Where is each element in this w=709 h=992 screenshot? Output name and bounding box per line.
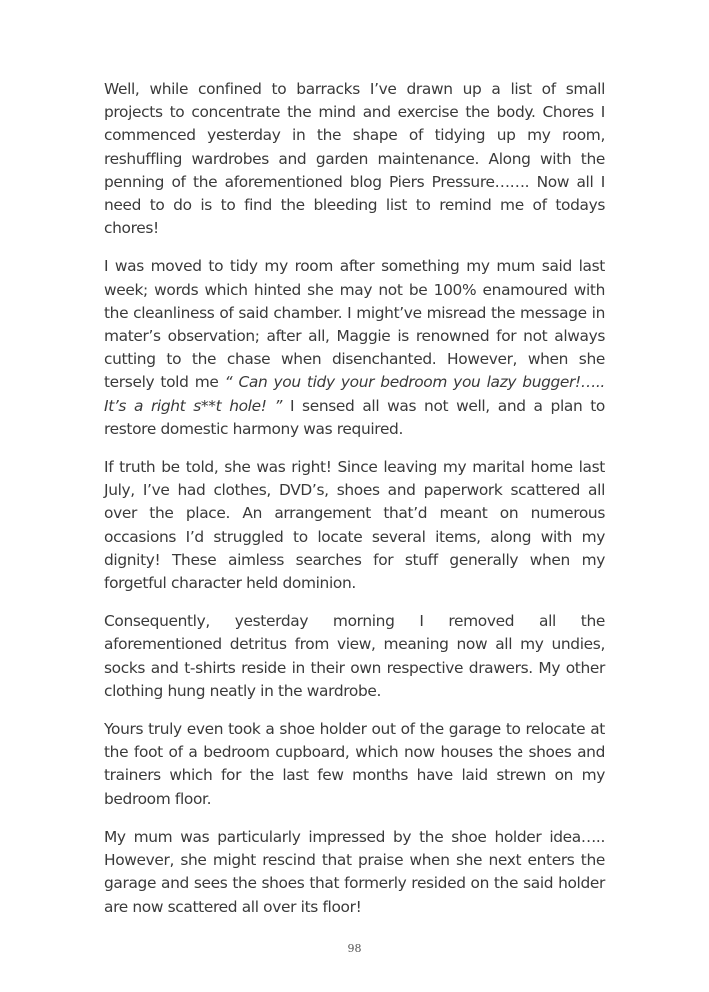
paragraph-3: If truth be told, she was right! Since leaving my marital home last July, I’ve had clothes, DVD’s, shoes and paperwork scattered all over the place. An arrangement that’d meant on numerous occasions I’d struggled to locate several items, along with my dignity! These aimless searches for stuff generally when my forgetful character held dominion.: [104, 458, 605, 593]
page-body: [104, 78, 605, 934]
paragraph-5: Yours truly even took a shoe holder out of the garage to relocate at the foot of a bedroom cupboard, which now houses the shoes and trainers which for the last few months have laid strewn on my bedroom floor.: [104, 720, 605, 808]
paragraph-2-text-before: I was moved to tidy my room after something my mum said last week; words which hinted she may not be 100% enamoured with the cleanliness of said chamber. I might’ve misread the message in mater’s observation; after all, Maggie is renowned for not always cutting to the chase when disenchanted. However, when she tersely told me: [104, 257, 605, 392]
paragraph-2-text-after: I sensed all was not well, and a plan to restore domestic harmony was required.: [104, 396, 605, 438]
paragraph-2-quote: “ Can you tidy your bedroom you lazy bugger!….. It’s a right s**t hole! ”: [104, 373, 605, 415]
page-number: 98: [347, 942, 362, 955]
paragraph-6: My mum was particularly impressed by the shoe holder idea….. However, she might rescind that praise when she next enters the garage and sees the shoes that formerly resided on the said holder are now scattered all over its floor!: [104, 827, 605, 916]
paragraph-1: Well, while confined to barracks I’ve drawn up a list of small projects to concentrate the mind and exercise the body. Chores I commenced yesterday in the shape of tidying up my room, reshuffling wardrobes and garden maintenance. Along with the penning of the aforementioned blog Piers Pressure……. Now all I need to do is to find the bleeding list to remind me of todays chores!: [104, 80, 605, 238]
paragraph-2: [104, 255, 605, 441]
paragraph-4: Consequently, yesterday morning I removed all the aforementioned detritus from view, meaning now all my undies, socks and t-shirts reside in their own respective drawers. My other clothing hung neatly in the wardrobe.: [104, 612, 605, 700]
